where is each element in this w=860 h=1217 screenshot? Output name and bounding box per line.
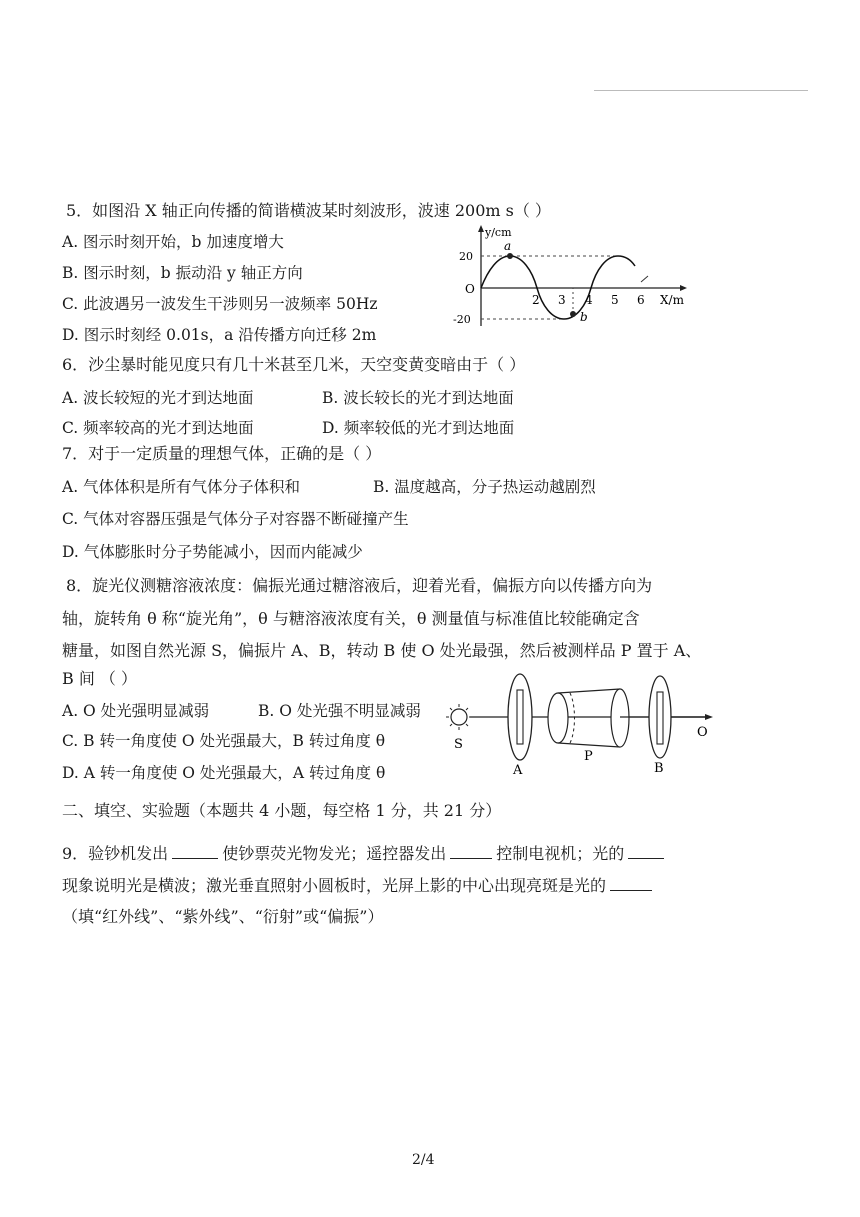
q9-line-2 <box>62 875 656 897</box>
polarizer-a-shape <box>508 674 532 760</box>
wave-x-label: X/m <box>660 293 684 307</box>
q5-option-c: C. 此波遇另一波发生干涉则另一波频率 50Hz <box>62 295 378 313</box>
q9-text-1c: 控制电视机；光的 <box>496 844 625 863</box>
wave-graph <box>445 222 695 334</box>
q8-stem-line-2: 轴，旋转角 θ 称“旋光角”，θ 与糖溶液浓度有关，θ 测量值与标准值比较能确定含 <box>62 609 640 628</box>
polarimeter-diagram <box>440 670 725 782</box>
q6-option-d: D. 频率较低的光才到达地面 <box>322 419 515 437</box>
wave-x-tick-5: 5 <box>611 293 619 307</box>
wave-x-tick-6: 6 <box>637 293 645 307</box>
wave-x-tick-2: 2 <box>532 293 540 307</box>
section-2-heading: 二、填空、实验题（本题共 4 小题，每空格 1 分，共 21 分） <box>62 801 502 820</box>
wave-point-b <box>570 311 576 317</box>
wave-point-a <box>507 253 513 259</box>
q5-option-d: D. 图示时刻经 0.01s，a 沿传播方向迁移 2m <box>62 326 377 344</box>
q9-text-1b: 使钞票荧光物发光；遥控器发出 <box>222 844 447 863</box>
q9-text-2a: 现象说明光是横波；激光垂直照射小圆板时，光屏上影的中心出现亮斑是光的 <box>62 876 607 895</box>
q6-stem: 6．沙尘暴时能见度只有几十米甚至几米，天空变黄变暗由于（ ） <box>62 355 526 374</box>
q9-blank-4[interactable] <box>610 889 652 891</box>
q6-option-b: B. 波长较长的光才到达地面 <box>322 389 514 407</box>
q9-blank-3[interactable] <box>628 857 664 859</box>
q8-option-d: D. A 转一角度使 O 处光强最大，A 转过角度 θ <box>62 764 386 782</box>
polarizer-b-shape <box>649 676 671 758</box>
q5-option-b: B. 图示时刻，b 振动沿 y 轴正方向 <box>62 264 303 282</box>
q7-option-b: B. 温度越高，分子热运动越剧烈 <box>373 478 596 496</box>
wave-y-arrow <box>478 225 484 232</box>
sample-cylinder-shape <box>548 689 629 747</box>
q7-option-c: C. 气体对容器压强是气体分子对容器不断碰撞产生 <box>62 510 409 528</box>
q8-stem-line-3: 糖量，如图自然光源 S，偏振片 A、B，转动 B 使 O 处光最强，然后被测样品 P 置于 A、 <box>62 641 702 660</box>
q5-option-a: A. 图示时刻开始，b 加速度增大 <box>62 233 284 251</box>
q8-stem-line-4: B 间 （ ） <box>62 669 138 688</box>
wave-x-tick-3: 3 <box>558 293 566 307</box>
q9-line-1 <box>62 843 668 865</box>
q8-option-b: B. O 处光强不明显减弱 <box>258 702 421 720</box>
q8-stem-line-1: 8．旋光仪测糖溶液浓度：偏振光通过糖溶液后，迎着光看，偏振方向以传播方向为 <box>66 576 653 595</box>
wave-y-tick-20: 20 <box>459 250 473 263</box>
label-screen: O <box>697 725 708 740</box>
q7-option-a: A. 气体体积是所有气体分子体积和 <box>62 478 301 496</box>
q7-stem: 7．对于一定质量的理想气体，正确的是（ ） <box>62 444 382 463</box>
sun-icon <box>446 704 472 730</box>
q8-option-a: A. O 处光强明显减弱 <box>62 702 210 720</box>
q7-option-d: D. 气体膨胀时分子势能减小，因而内能减少 <box>62 543 363 561</box>
wave-y-label: y/cm <box>485 226 512 239</box>
wave-x-arrow <box>680 285 687 291</box>
q5-stem: 5．如图沿 X 轴正向传播的简谐横波某时刻波形，波速 200m s（ ） <box>66 201 551 220</box>
q6-option-c: C. 频率较高的光才到达地面 <box>62 419 254 437</box>
label-source: S <box>454 737 463 752</box>
q9-line-3: （填“红外线”、“紫外线”、“衍射”或“偏振”） <box>62 907 384 926</box>
label-sample: P <box>584 749 593 764</box>
wave-x-tick-4: 4 <box>585 293 593 307</box>
wave-y-tick-neg20: -20 <box>453 313 471 326</box>
page-number: 2/4 <box>412 1152 435 1168</box>
q8-option-c: C. B 转一角度使 O 处光强最大，B 转过角度 θ <box>62 732 386 750</box>
wave-point-a-label: a <box>504 239 512 253</box>
wave-origin-label: O <box>465 282 475 296</box>
label-polarizer-a: A <box>513 763 523 778</box>
q6-option-a: A. 波长较短的光才到达地面 <box>62 389 254 407</box>
q9-blank-2[interactable] <box>450 857 492 859</box>
q9-blank-1[interactable] <box>172 857 218 859</box>
wave-tick-mark-6 <box>641 276 648 282</box>
q9-text-1a: 9．验钞机发出 <box>62 844 169 863</box>
scan-edge-line <box>594 90 808 91</box>
label-polarizer-b: B <box>654 761 664 776</box>
wave-point-b-label: b <box>580 310 588 324</box>
